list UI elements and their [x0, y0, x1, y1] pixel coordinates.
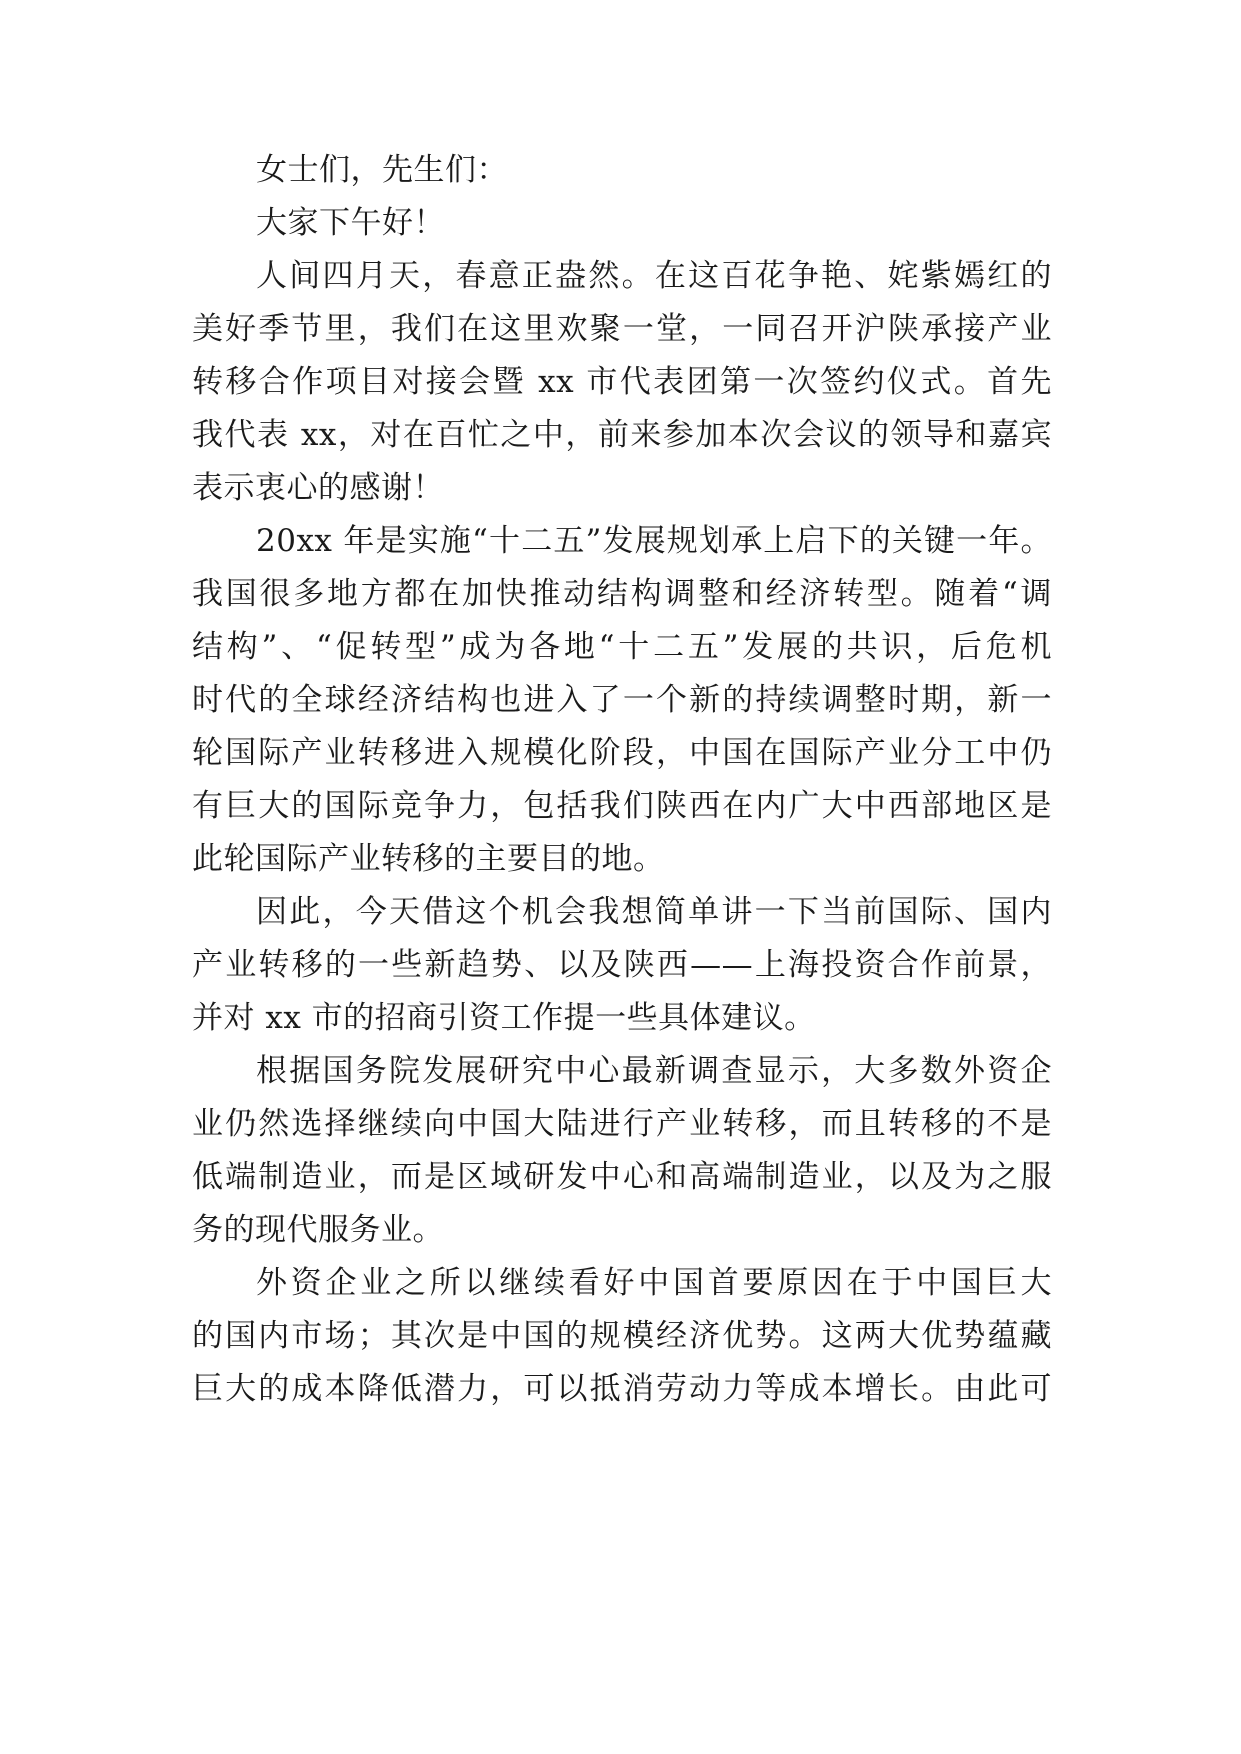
text-line: 因此，今天借这个机会我想简单讲一下当前国际、国内	[256, 894, 1052, 930]
text-line: 结构”、“促转型”成为各地“十二五”发展的共识，后危机	[192, 629, 1052, 665]
text-line: 巨大的成本降低潜力，可以抵消劳动力等成本增长。由此可	[192, 1371, 1052, 1407]
text-line: 产业转移的一些新趋势、以及陕西——上海投资合作前景，	[192, 947, 1052, 983]
text-line: 美好季节里，我们在这里欢聚一堂，一同召开沪陕承接产业	[192, 311, 1052, 347]
text-line: 表示衷心的感谢！	[192, 470, 444, 506]
text-line: 并对 xx 市的招商引资工作提一些具体建议。	[192, 1000, 816, 1036]
text-line: 此轮国际产业转移的主要目的地。	[192, 841, 665, 877]
text-line: 大家下午好！	[256, 205, 445, 241]
text-line: 轮国际产业转移进入规模化阶段，中国在国际产业分工中仍	[192, 735, 1052, 771]
text-line: 外资企业之所以继续看好中国首要原因在于中国巨大	[256, 1265, 1052, 1301]
text-line: 时代的全球经济结构也进入了一个新的持续调整时期，新一	[192, 682, 1052, 718]
text-line: 低端制造业，而是区域研发中心和高端制造业，以及为之服	[192, 1159, 1052, 1195]
text-line: 我国很多地方都在加快推动结构调整和经济转型。随着“调	[192, 576, 1052, 612]
text-line: 根据国务院发展研究中心最新调查显示，大多数外资企	[256, 1053, 1052, 1089]
text-line: 业仍然选择继续向中国大陆进行产业转移，而且转移的不是	[192, 1106, 1052, 1142]
text-line: 女士们，先生们：	[256, 152, 508, 188]
text-line: 我代表 xx，对在百忙之中，前来参加本次会议的领导和嘉宾	[192, 417, 1052, 453]
text-line: 转移合作项目对接会暨 xx 市代表团第一次签约仪式。首先	[192, 364, 1052, 400]
text-line: 的国内市场；其次是中国的规模经济优势。这两大优势蕴藏	[192, 1318, 1052, 1354]
text-line: 务的现代服务业。	[192, 1212, 444, 1248]
text-line: 人间四月天，春意正盎然。在这百花争艳、姹紫嫣红的	[256, 258, 1052, 294]
text-line: 有巨大的国际竞争力，包括我们陕西在内广大中西部地区是	[192, 788, 1052, 824]
text-line: 20xx 年是实施“十二五”发展规划承上启下的关键一年。	[256, 523, 1052, 559]
